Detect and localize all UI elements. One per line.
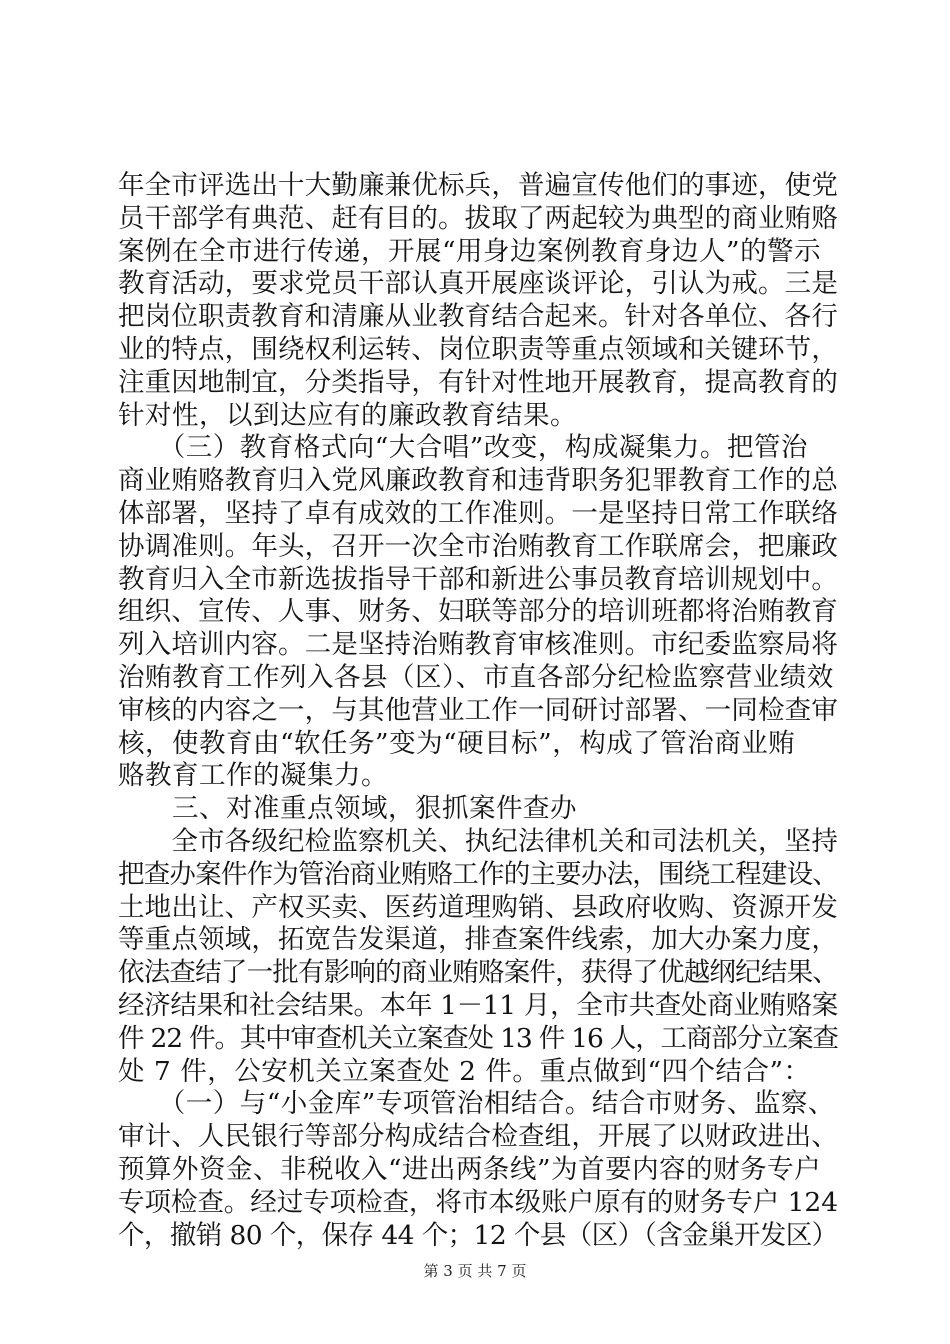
text-line: 全市各级纪检监察机关、执纪法律机关和司法机关，坚持 [118,825,838,857]
text-line: 把岗位职责教育和清廉从业教育结合起来。针对各单位、各行 [118,301,838,333]
text-line: 列入培训内容。二是坚持治贿教育审核准则。市纪委监察局将 [118,629,838,661]
text-line: 三、对准重点领域，狠抓案件查办 [118,793,577,825]
text-line: 体部署，坚持了卓有成效的工作准则。一是坚持日常工作联络 [118,497,838,529]
text-line: 商业贿赂教育归入党风廉政教育和违背职务犯罪教育工作的总 [118,465,838,497]
text-line: 依法查结了一批有影响的商业贿赂案件，获得了优越纲纪结果、 [118,957,838,989]
text-line: 案例在全市进行传递，开展“用身边案例教育身边人”的警示 [118,235,822,267]
text-line: 等重点领域，拓宽告发渠道，排查案件线索，加大办案力度， [118,924,838,956]
text-line: （一）与“小金库”专项管治相结合。结合市财务、监察、 [118,1088,835,1120]
text-line: 经济结果和社会结果。本年 1－11 月，全市共查处商业贿赂案 [118,989,838,1021]
text-line: 治贿教育工作列入各县（区）、市直各部分纪检监察营业绩效 [118,661,834,693]
text-line: 处 7 件，公安机关立案查处 2 件。重点做到“四个结合”： [118,1055,811,1087]
text-line: 专项检查。经过专项检查，将市本级账户原有的财务专户 124 [118,1186,839,1218]
text-line: 件 22 件。其中审查机关立案查处 13 件 16 人，工商部分立案查 [118,1022,838,1054]
text-line: 组织、宣传、人事、财务、妇联等部分的培训班都将治贿教育 [118,596,838,628]
text-line: 员干部学有典范、赶有目的。拔取了两起较为典型的商业贿赂 [118,202,838,234]
text-line: 审核的内容之一，与其他营业工作一同研讨部署、一同检查审 [118,694,838,726]
text-line: 年全市评选出十大勤廉兼优标兵，普遍宣传他们的事迹，使党 [118,170,838,201]
document-body [118,170,838,1252]
text-line: 把查办案件作为管治商业贿赂工作的主要办法，围绕工程建设、 [118,858,838,890]
text-line: 审计、人民银行等部分构成结合检查组，开展了以财政进出、 [118,1121,838,1153]
text-line: 预算外资金、非税收入“进出两条线”为首要内容的财务专户 [118,1153,822,1185]
text-line: 针对性，以到达应有的廉政教育结果。 [118,399,577,431]
text-line: 教育归入全市新选拔指导干部和新进公事员教育培训规划中。 [118,563,838,595]
text-line: 教育活动，要求党员干部认真开展座谈评论，引认为戒。三是 [118,268,838,300]
text-line: 个，撤销 80 个，保存 44 个；12 个县（区）（含金巢开发区） [118,1219,838,1251]
text-line: 协调准则。年头，召开一次全市治贿教育工作联席会，把廉政 [118,530,838,562]
text-line: 注重因地制宜，分类指导，有针对性地开展教育，提高教育的 [118,366,838,398]
page-footer: 第 3 页 共 7 页 [423,1262,527,1280]
text-line: 业的特点，围绕权利运转、岗位职责等重点领域和关键环节， [118,333,838,365]
text-line: 核，使教育由“软任务”变为“硬目标”，构成了管治商业贿 [118,727,796,759]
text-line: 赂教育工作的凝集力。 [118,760,388,792]
text-line: （三）教育格式向“大合唱”改变，构成凝集力。把管治 [118,432,808,464]
text-line: 土地出让、产权买卖、医药道理购销、县政府收购、资源开发 [118,891,838,923]
